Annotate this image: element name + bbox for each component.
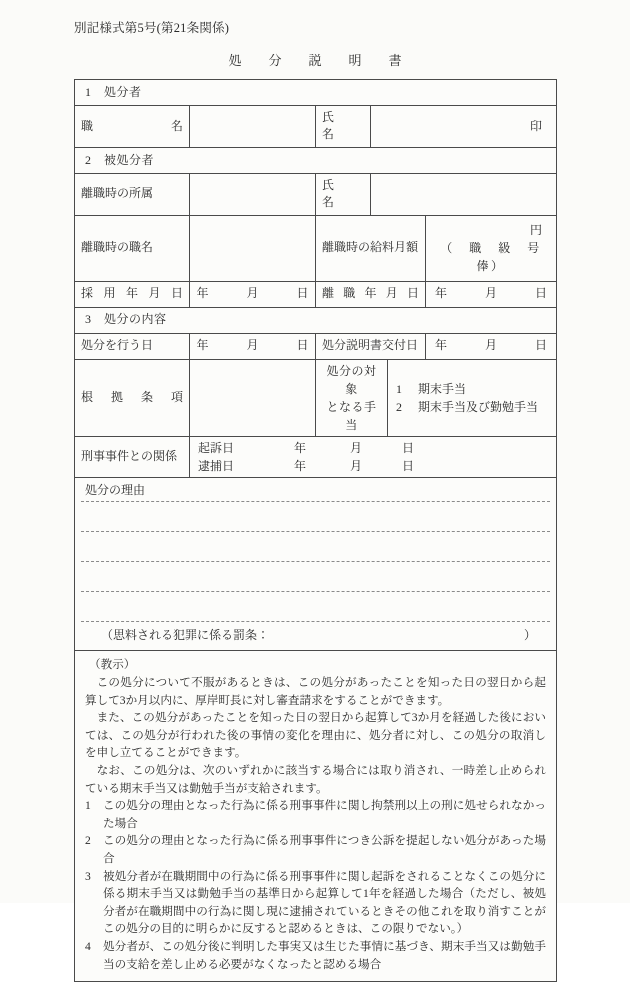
allowance-option-2[interactable] [396,398,538,416]
allowance-option-list [388,378,546,418]
leave-date-value[interactable] [426,282,556,307]
notice-paragraph-2: また、この処分があったことを知った日の翌日から起算して3か月を経過した後においては、この処分が行われた後の事情の変化を理由に、処分者に対し、この処分の取消しを申し立てることができます。 [85,711,546,760]
prosecution-date-label: 起訴日 [198,440,235,455]
disposition-day-unit: 日 [296,338,309,353]
hire-date-value[interactable] [190,282,316,307]
target-label-line2: となる手当 [326,399,377,432]
salary-yen-unit: 円 [529,222,542,237]
notice-item-number: 2 [85,834,91,848]
target-allowance-options [388,360,556,436]
notice-item-number: 1 [85,799,91,813]
notice-paragraph-1: この処分について不服があるときは、この処分があったことを知った日の翌日から起算して3か月以内に、厚岸町長に対し審査請求をすることができます。 [85,675,546,707]
arrest-date-line [198,457,442,475]
penal-provision-close: ） [523,627,536,642]
delivery-year-unit: 年 [434,338,447,353]
disposition-year-unit: 年 [196,338,209,353]
notice-item [85,832,546,867]
section3-heading: 3 処分の内容 [85,312,167,327]
section2-heading-row [75,148,556,174]
basis-provision-label: 根 拠 条 項 [75,360,190,436]
form-number: 別記様式第5号(第21条関係) [74,21,230,35]
prosecution-month-unit: 月 [350,440,363,455]
notice-item [85,797,546,832]
affiliation-row [75,174,556,216]
reason-writing-line [81,501,550,531]
disposition-date-value[interactable] [190,334,316,359]
salary-label: 離職時の給料月額 [316,216,426,281]
criminal-case-dates[interactable] [190,437,556,477]
subject-name-value[interactable] [371,174,556,215]
affiliation-value[interactable] [190,174,316,215]
basis-target-row [75,360,556,437]
option1-number: 1 [396,381,402,396]
option2-number: 2 [396,399,402,414]
salary-value-cell[interactable] [426,216,556,281]
notice-item-text: 被処分者が在職期間中の行為に係る刑事事件に関し起訴をされることなくこの処分に係る期末手当又は勤勉手当の基準日から起算して1年を経過した場合（ただし、被処分者が在職期間中の行為に関し現に逮捕されているときその他これを取り消すことがこの処分の目的に明らかに反すると認めるときは、この限りでない。） [102,869,546,936]
reason-title: 処分の理由 [85,482,146,497]
hire-month-unit: 月 [246,286,259,301]
notice-heading: （教示） [89,658,136,672]
delivery-day-unit: 日 [535,338,548,353]
hire-leave-date-row [75,282,556,308]
hire-day-unit: 日 [296,286,309,301]
prosecution-date-line [198,439,442,457]
criminal-case-label: 刑事事件との関係 [75,437,190,477]
disposer-name-value[interactable] [371,106,556,147]
reason-box[interactable] [75,478,556,651]
section2-heading: 2 被処分者 [85,152,155,167]
reason-writing-line [81,591,550,621]
arrest-date-label: 逮捕日 [198,458,235,473]
leave-day-unit: 日 [535,286,548,301]
job-title-salary-row [75,216,556,282]
disposition-date-label: 処分を行う日 [75,334,190,359]
hire-year-unit: 年 [196,286,209,301]
job-title-value[interactable] [190,216,316,281]
notice-item-number: 3 [85,869,91,883]
post-title-value[interactable] [190,106,316,147]
document-title: 処 分 説 明 書 [228,53,409,68]
prosecution-year-unit: 年 [294,440,307,455]
disposition-form-table [74,79,557,982]
leave-month-unit: 月 [484,286,497,301]
job-title-label: 離職時の職名 [75,216,190,281]
subject-name-label: 氏 名 [316,174,371,215]
salary-value-inner [432,219,550,278]
allowance-option-1[interactable] [396,380,538,398]
leave-year-unit: 年 [434,286,447,301]
delivery-date-label: 処分説明書交付日 [316,334,426,359]
hire-date-label: 採 用 年 月 日 [75,282,190,307]
post-title-label: 職 名 [75,106,190,147]
arrest-year-unit: 年 [294,458,307,473]
disposer-name-label: 氏 名 [316,106,371,147]
criminal-case-date-lines [190,437,450,477]
section1-heading: 1 処分者 [85,84,142,99]
notice-paragraph-3: なお、この処分は、次のいずれかに該当する場合には取り消され、一時差し止められている期末手当又は勤勉手当が支給されます。 [85,764,546,795]
section1-person-row [75,106,556,148]
basis-provision-value[interactable] [190,360,316,436]
notice-item [85,938,546,973]
prosecution-day-unit: 日 [402,440,415,455]
seal-mark: 印 [529,118,542,133]
notice-item-number: 4 [85,940,91,954]
penal-provision-line[interactable] [81,621,550,650]
delivery-month-unit: 月 [484,338,497,353]
notice-item-text: この処分の理由となった行為に係る刑事事件につき公訴を提起しない処分があった場合 [102,834,546,866]
delivery-date-value[interactable] [426,334,556,359]
target-allowance-label-lines [316,360,387,436]
affiliation-label: 離職時の所属 [75,174,190,215]
salary-grade-line: （ 職 級 号俸） [440,240,542,273]
arrest-day-unit: 日 [402,458,415,473]
penal-provision-label: （思料される犯罪に係る罰条： [101,627,270,642]
notice-item-text: この処分の理由となった行為に係る刑事事件に関し拘禁刑以上の刑に処せられなかった場合 [102,799,546,830]
criminal-case-row [75,437,556,478]
notice-section [75,651,556,982]
target-label-line1: 処分の対象 [326,363,377,396]
disposition-dates-row [75,334,556,360]
reason-writing-line [81,531,550,561]
reason-row [75,478,556,652]
section1-heading-row [75,80,556,106]
notice-item-text: 処分者が、この処分後に判明した事実又は生じた事情に基づき、期末手当又は勤勉手当の支給を差し止める必要がなくなったと認める場合 [102,940,546,971]
disposition-month-unit: 月 [246,338,259,353]
target-allowance-label [316,360,388,436]
arrest-month-unit: 月 [350,458,363,473]
option2-label: 期末手当及び勤勉手当 [418,399,539,414]
section3-heading-row [75,308,556,334]
option1-label: 期末手当 [418,381,467,396]
leave-date-label: 離 職 年 月 日 [316,282,426,307]
reason-writing-line [81,561,550,591]
